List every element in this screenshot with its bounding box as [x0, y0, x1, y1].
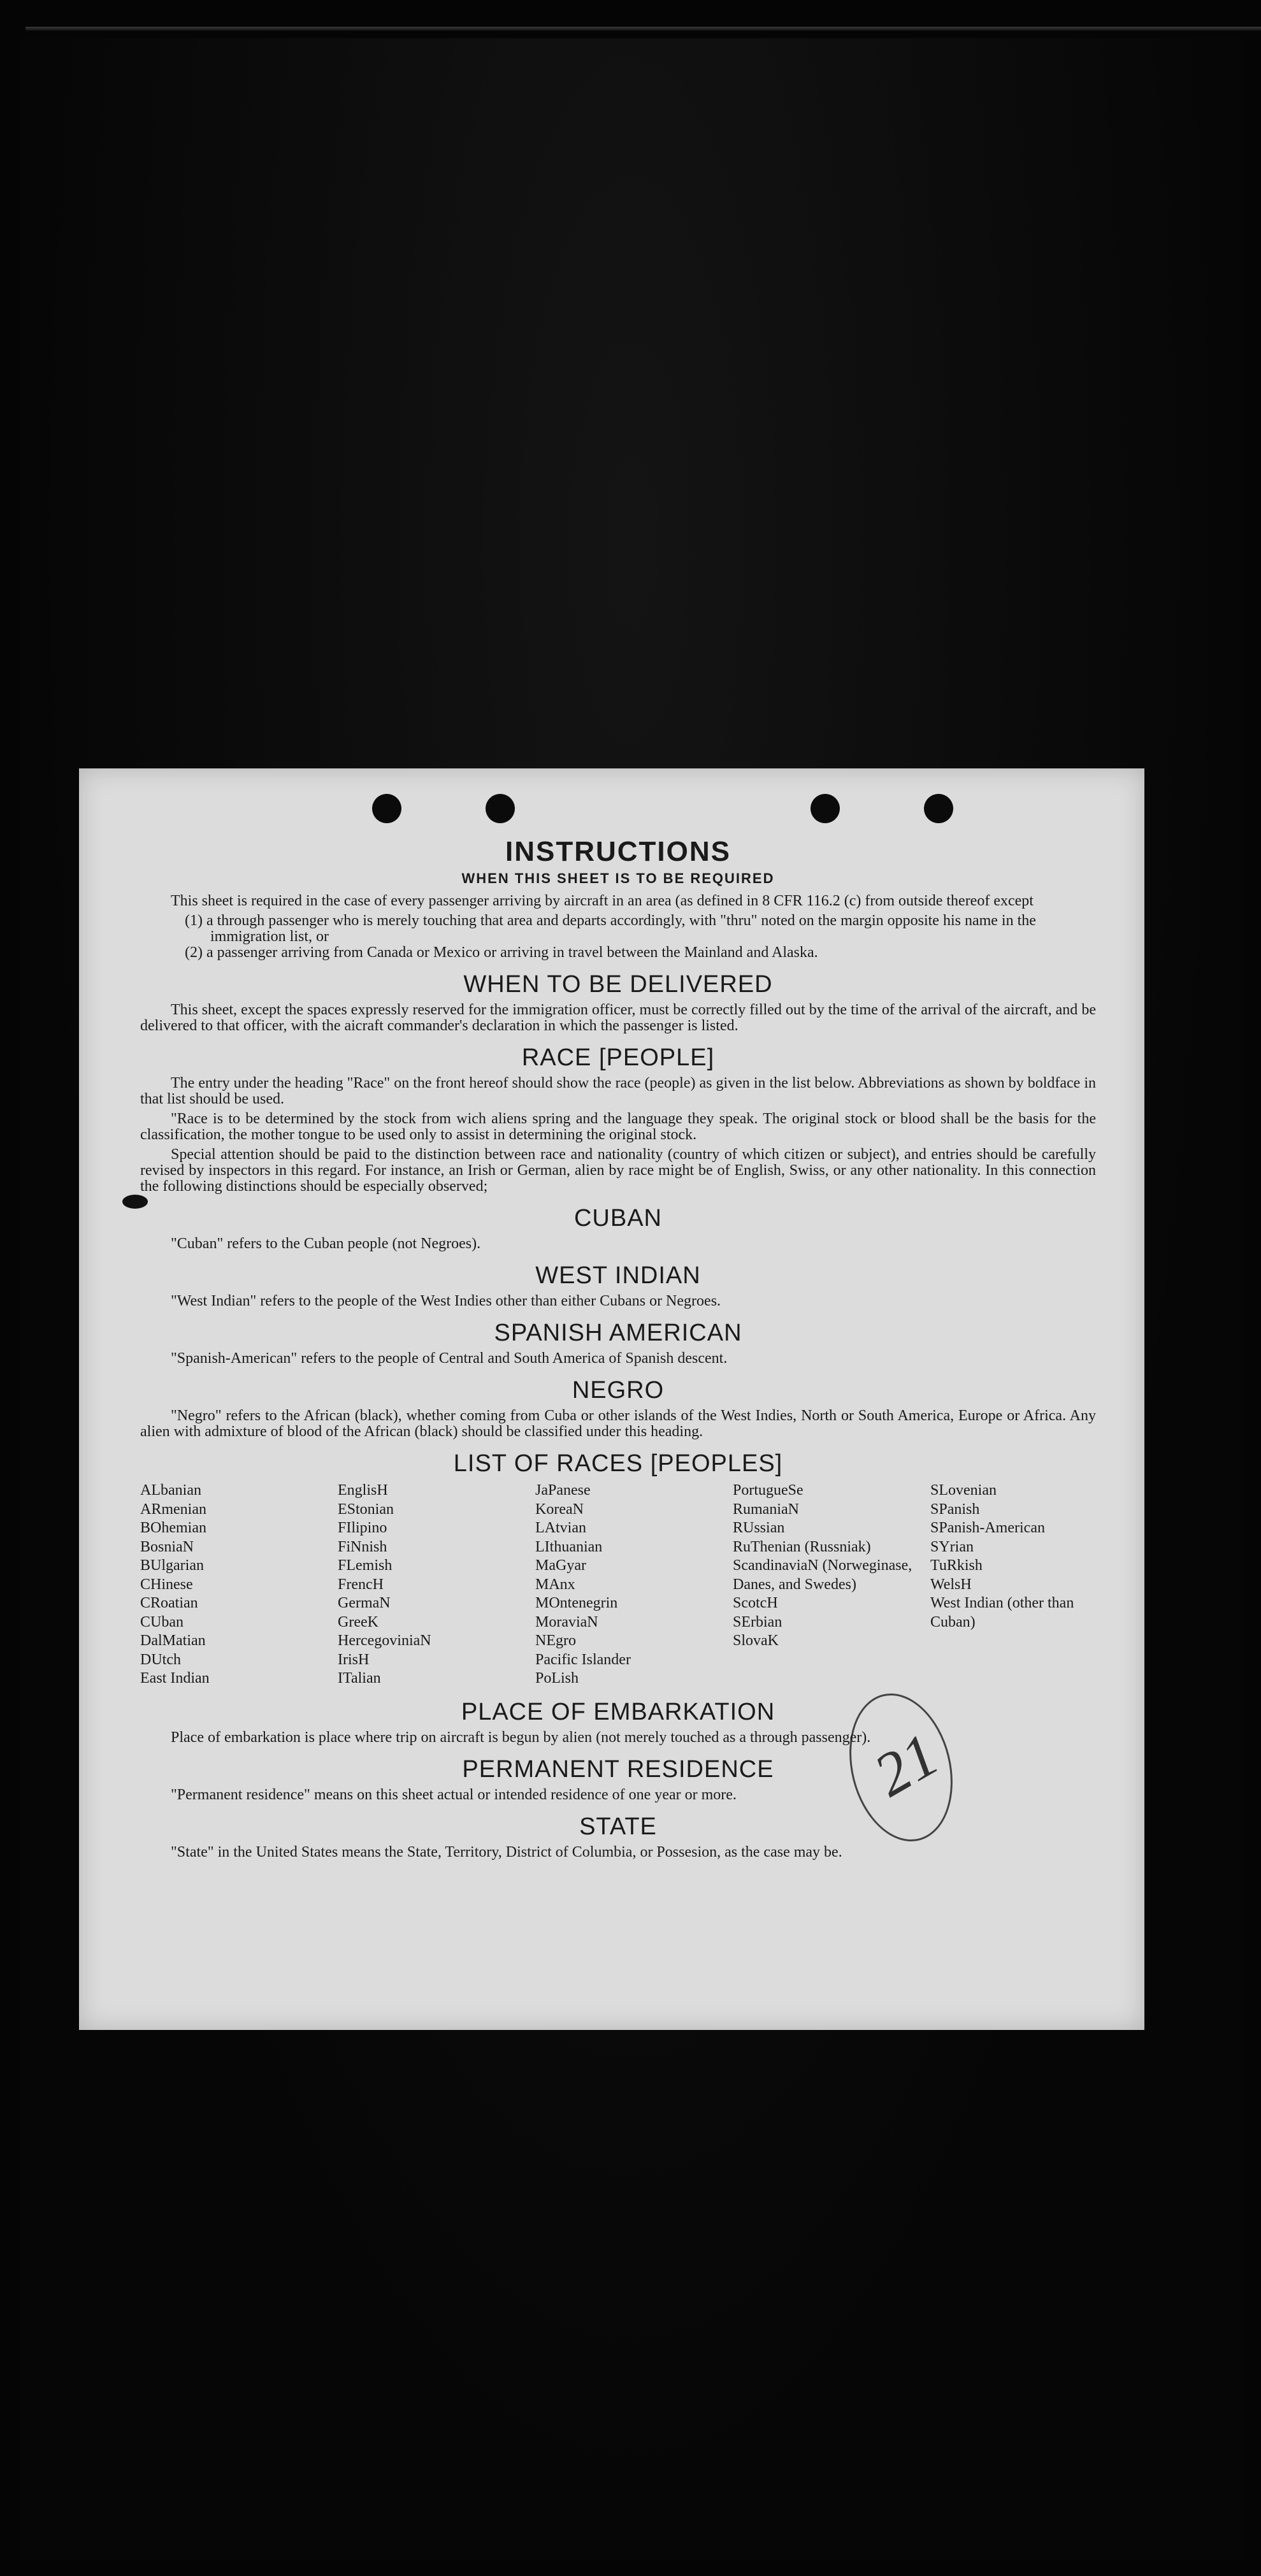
- race-item: RumaniaN: [733, 1500, 799, 1518]
- intro-paragraph: This sheet is required in the case of every passenger arriving by aircraft in an area (as defined in 8 CFR 116.2 (c) from outside thereof except: [171, 893, 1034, 909]
- exception-item: (1) a through passenger who is merely touching that area and departs accordingly, with "thru" noted on the margin opposite his name in the immigration list, or: [185, 912, 1036, 945]
- race-item: SPanish-American: [930, 1520, 1045, 1536]
- exceptions-list: [140, 913, 1096, 961]
- instructions-content: [140, 836, 1096, 1864]
- scanner-edge: [25, 27, 1261, 31]
- handwritten-number: 21: [862, 1720, 950, 1810]
- race-item: GermaN: [338, 1595, 391, 1611]
- race-item: DalMatian: [140, 1632, 206, 1649]
- race-item: PoLish: [535, 1670, 579, 1687]
- race-item: MAnx: [535, 1576, 575, 1593]
- residence-paragraph: "Permanent residence" means on this sheet actual or intended residence of one year or more.: [171, 1786, 737, 1803]
- race-item: FLemish: [338, 1557, 393, 1574]
- race-item: NEgro: [535, 1632, 576, 1649]
- race-item: IrisH: [338, 1651, 370, 1668]
- section-heading-cuban: CUBAN: [573, 1205, 663, 1232]
- delivered-paragraph: This sheet, except the spaces expressly reserved for the immigration officer, must be correctly filled out by the time of the arrival of the aircraft, and be delivered to that officer, with the aicraft commander's declaration in which the passenger is listed.: [140, 1002, 1096, 1034]
- race-item: CRoatian: [140, 1595, 198, 1611]
- race-item: SPanish: [930, 1500, 980, 1518]
- race-item: SErbian: [733, 1613, 782, 1630]
- race-item: JaPanese: [535, 1482, 591, 1499]
- race-paragraph: Special attention should be paid to the distinction between race and nationality (country of which citizen or subject), and entries should be carefully revised by inspectors in this regard. For instance, an Irish or German, alien by race might be of English, Swiss, or any other nationality. In this connection the following distinctions should be especially observed;: [140, 1146, 1096, 1195]
- race-item: West Indian (other than Cuban): [930, 1595, 1074, 1630]
- race-item: MoraviaN: [535, 1613, 598, 1630]
- section-heading-state: STATE: [579, 1813, 657, 1840]
- race-column-3: [535, 1481, 733, 1688]
- page-subtitle: WHEN THIS SHEET IS TO BE REQUIRED: [461, 870, 775, 886]
- race-item: Pacific Islander: [535, 1651, 631, 1668]
- section-heading-residence: PERMANENT RESIDENCE: [462, 1755, 774, 1783]
- spanish-american-paragraph: "Spanish-American" refers to the people of Central and South America of Spanish descent.: [171, 1350, 728, 1367]
- race-paragraph: "Race is to be determined by the stock from wich aliens spring and the language they speak. The original stock or blood shall be the basis for the classification, the mother tongue to be used only to assist in determining the original stock.: [140, 1111, 1096, 1143]
- race-item: SYrian: [930, 1538, 974, 1555]
- state-paragraph: "State" in the United States means the State, Territory, District of Columbia, or Possesion, as the case may be.: [171, 1843, 842, 1860]
- punch-hole: [811, 794, 840, 823]
- section-heading-negro: NEGRO: [572, 1377, 665, 1404]
- race-item: EnglisH: [338, 1482, 388, 1499]
- race-column-5: [930, 1481, 1096, 1688]
- punch-hole: [924, 794, 953, 823]
- race-item: LIthuanian: [535, 1538, 603, 1555]
- punch-hole: [372, 794, 401, 823]
- race-item: SLovenian: [930, 1482, 997, 1499]
- section-heading-embarkation: PLACE OF EMBARKATION: [461, 1698, 775, 1725]
- embarkation-paragraph: Place of embarkation is place where trip on aircraft is begun by alien (not merely touched as a through passenger).: [171, 1729, 871, 1746]
- race-item: BOhemian: [140, 1520, 206, 1536]
- race-list: [140, 1481, 1096, 1688]
- race-item: PortugueSe: [733, 1482, 803, 1499]
- race-item: RuThenian (Russniak): [733, 1538, 871, 1555]
- race-item: CUban: [140, 1613, 184, 1630]
- race-item: KoreaN: [535, 1500, 584, 1518]
- race-item: WelsH: [930, 1576, 972, 1593]
- race-item: BosniaN: [140, 1538, 194, 1555]
- exception-item: (2) a passenger arriving from Canada or Mexico or arriving in travel between the Mainland and Alaska.: [185, 944, 818, 961]
- race-item: DUtch: [140, 1651, 181, 1668]
- section-heading-delivered: WHEN TO BE DELIVERED: [463, 971, 773, 998]
- negro-paragraph: "Negro" refers to the African (black), whether coming from Cuba or other islands of the West Indies, North or South America, Europe or Africa. Any alien with admixture of blood of the African (black) should be classified under this heading.: [140, 1407, 1096, 1440]
- race-item: MaGyar: [535, 1557, 586, 1574]
- race-item: FrencH: [338, 1576, 384, 1593]
- instruction-sheet: [79, 768, 1144, 2030]
- race-item: TuRkish: [930, 1557, 983, 1574]
- race-item: SlovaK: [733, 1632, 779, 1649]
- race-item: BUlgarian: [140, 1557, 204, 1574]
- race-column-1: [140, 1481, 338, 1688]
- race-item: ScotcH: [733, 1595, 778, 1611]
- race-item: EStonian: [338, 1500, 394, 1518]
- race-item: FiNnish: [338, 1538, 387, 1555]
- race-item: CHinese: [140, 1576, 193, 1593]
- race-item: ScandinaviaN (Norweginase, Danes, and Swedes): [733, 1557, 912, 1593]
- west-indian-paragraph: "West Indian" refers to the people of the West Indies other than either Cubans or Negroes.: [171, 1293, 721, 1309]
- section-heading-race: RACE [PEOPLE]: [521, 1044, 715, 1071]
- section-heading-spanish-american: SPANISH AMERICAN: [494, 1320, 742, 1346]
- race-item: RUssian: [733, 1520, 785, 1536]
- race-item: FIlipino: [338, 1520, 387, 1536]
- race-item: ITalian: [338, 1670, 381, 1687]
- race-item: LAtvian: [535, 1520, 586, 1536]
- race-column-4: [733, 1481, 930, 1688]
- race-item: HercegoviniaN: [338, 1632, 431, 1649]
- section-heading-race-list: LIST OF RACES [PEOPLES]: [453, 1450, 783, 1477]
- race-item: ALbanian: [140, 1482, 201, 1499]
- race-item: MOntenegrin: [535, 1595, 618, 1611]
- page-title: INSTRUCTIONS: [505, 836, 731, 867]
- race-item: East Indian: [140, 1670, 210, 1687]
- race-item: GreeK: [338, 1613, 378, 1630]
- punch-hole: [486, 794, 515, 823]
- race-column-2: [338, 1481, 535, 1688]
- race-item: ARmenian: [140, 1500, 206, 1518]
- section-heading-west-indian: WEST INDIAN: [535, 1262, 701, 1289]
- cuban-paragraph: "Cuban" refers to the Cuban people (not Negroes).: [171, 1235, 481, 1252]
- race-paragraph: The entry under the heading "Race" on the front hereof should show the race (people) as given in the list below. Abbreviations as shown by boldface in that list should be used.: [140, 1075, 1096, 1107]
